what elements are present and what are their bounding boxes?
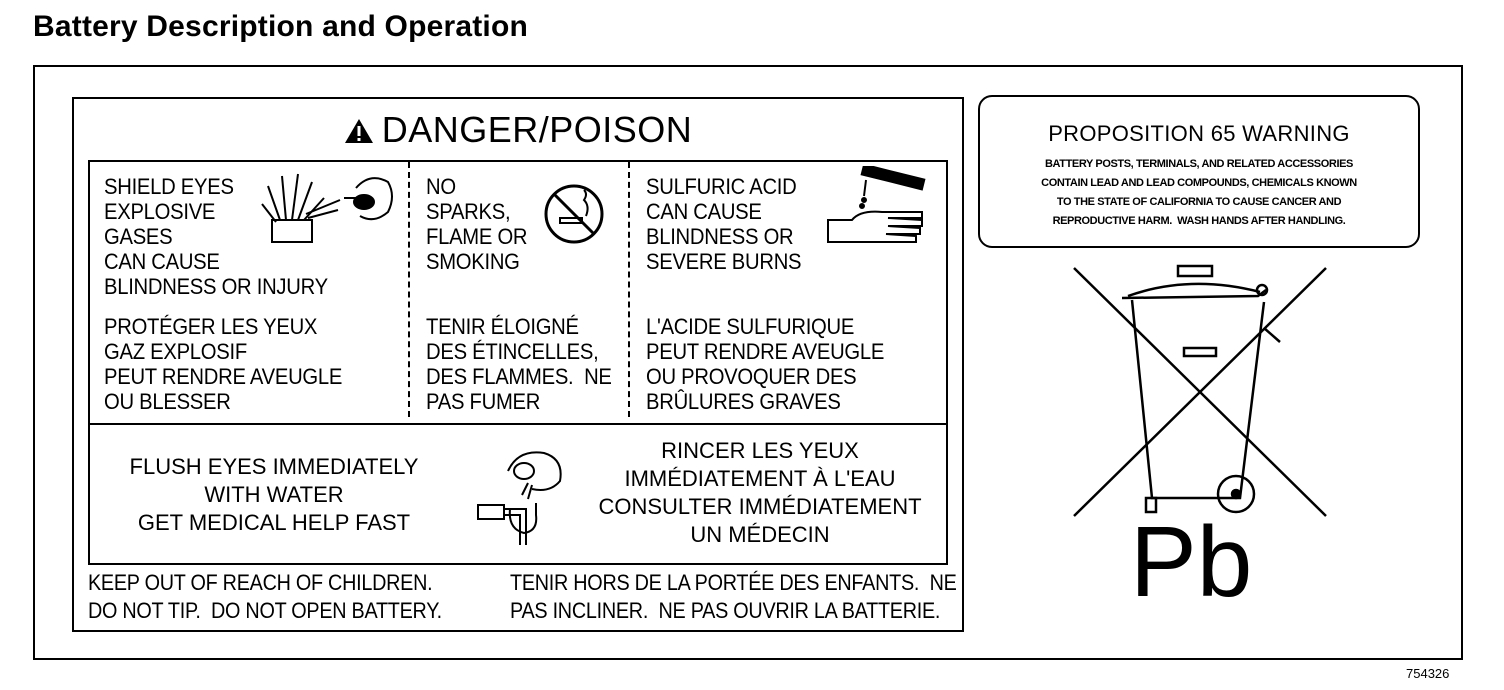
crossed-bin-icon xyxy=(1070,262,1330,527)
page-title: Battery Description and Operation xyxy=(33,10,529,43)
no-smoking-icon xyxy=(542,182,606,251)
warning-triangle-icon xyxy=(344,111,374,153)
explosion-goggles-icon xyxy=(260,168,400,253)
acid-hand-icon xyxy=(822,166,932,251)
no-sparks-text: NO SPARKS, FLAME OR SMOKING xyxy=(426,174,528,274)
prop65-warning-box xyxy=(978,95,1420,248)
tenir-text: TENIR ÉLOIGNÉ DES ÉTINCELLES, DES FLAMMES. NE PAS FUMER xyxy=(426,314,612,414)
hazard-grid xyxy=(88,160,948,424)
prop65-body: BATTERY POSTS, TERMINALS, AND RELATED ACCESSORIES CONTAIN LEAD AND LEAD COMPOUNDS, CHEMICALS KNOWN TO THE STATE OF CALIFORNIA TO CAUSE CANCER AND REPRODUCTIVE HARM. WASH HANDS AFTER HANDLING. xyxy=(1041,158,1357,227)
danger-title: DANGER/POISON xyxy=(381,109,693,150)
figure-id: 754326 xyxy=(1406,666,1450,681)
tenir-hors-text: TENIR HORS DE LA PORTÉE DES ENFANTS. NE PAS INCLINER. NE PAS OUVRIR LA BATTERIE. xyxy=(510,570,957,623)
rincer-text: RINCER LES YEUX IMMÉDIATEMENT À L'EAU CONSULTER IMMÉDIATEMENT UN MÉDECIN xyxy=(598,438,922,547)
keep-out-text: KEEP OUT OF REACH OF CHILDREN. DO NOT TIP. DO NOT OPEN BATTERY. xyxy=(88,570,442,623)
first-aid-panel xyxy=(88,423,948,565)
danger-label xyxy=(72,97,964,632)
prop65-title: PROPOSITION 65 WARNING xyxy=(1048,121,1350,146)
flush-eyes-text: FLUSH EYES IMMEDIATELY WITH WATER GET MEDICAL HELP FAST xyxy=(129,454,419,535)
sulfuric-acid-text: SULFURIC ACID CAN CAUSE BLINDNESS OR SEVERE BURNS xyxy=(646,174,802,274)
acide-sulfurique-text: L'ACIDE SULFURIQUE PEUT RENDRE AVEUGLE OU PROVOQUER DES BRÛLURES GRAVES xyxy=(646,314,885,414)
column-divider xyxy=(628,162,630,417)
shield-eyes-text: SHIELD EYES EXPLOSIVE GASES CAN CAUSE BLINDNESS OR INJURY xyxy=(104,174,328,299)
column-divider xyxy=(408,162,410,417)
proteger-text: PROTÉGER LES YEUX GAZ EXPLOSIF PEUT RENDRE AVEUGLE OU BLESSER xyxy=(104,314,343,414)
lead-symbol: Pb xyxy=(1130,506,1253,618)
eyewash-icon xyxy=(468,445,578,550)
danger-title-row xyxy=(74,109,962,153)
